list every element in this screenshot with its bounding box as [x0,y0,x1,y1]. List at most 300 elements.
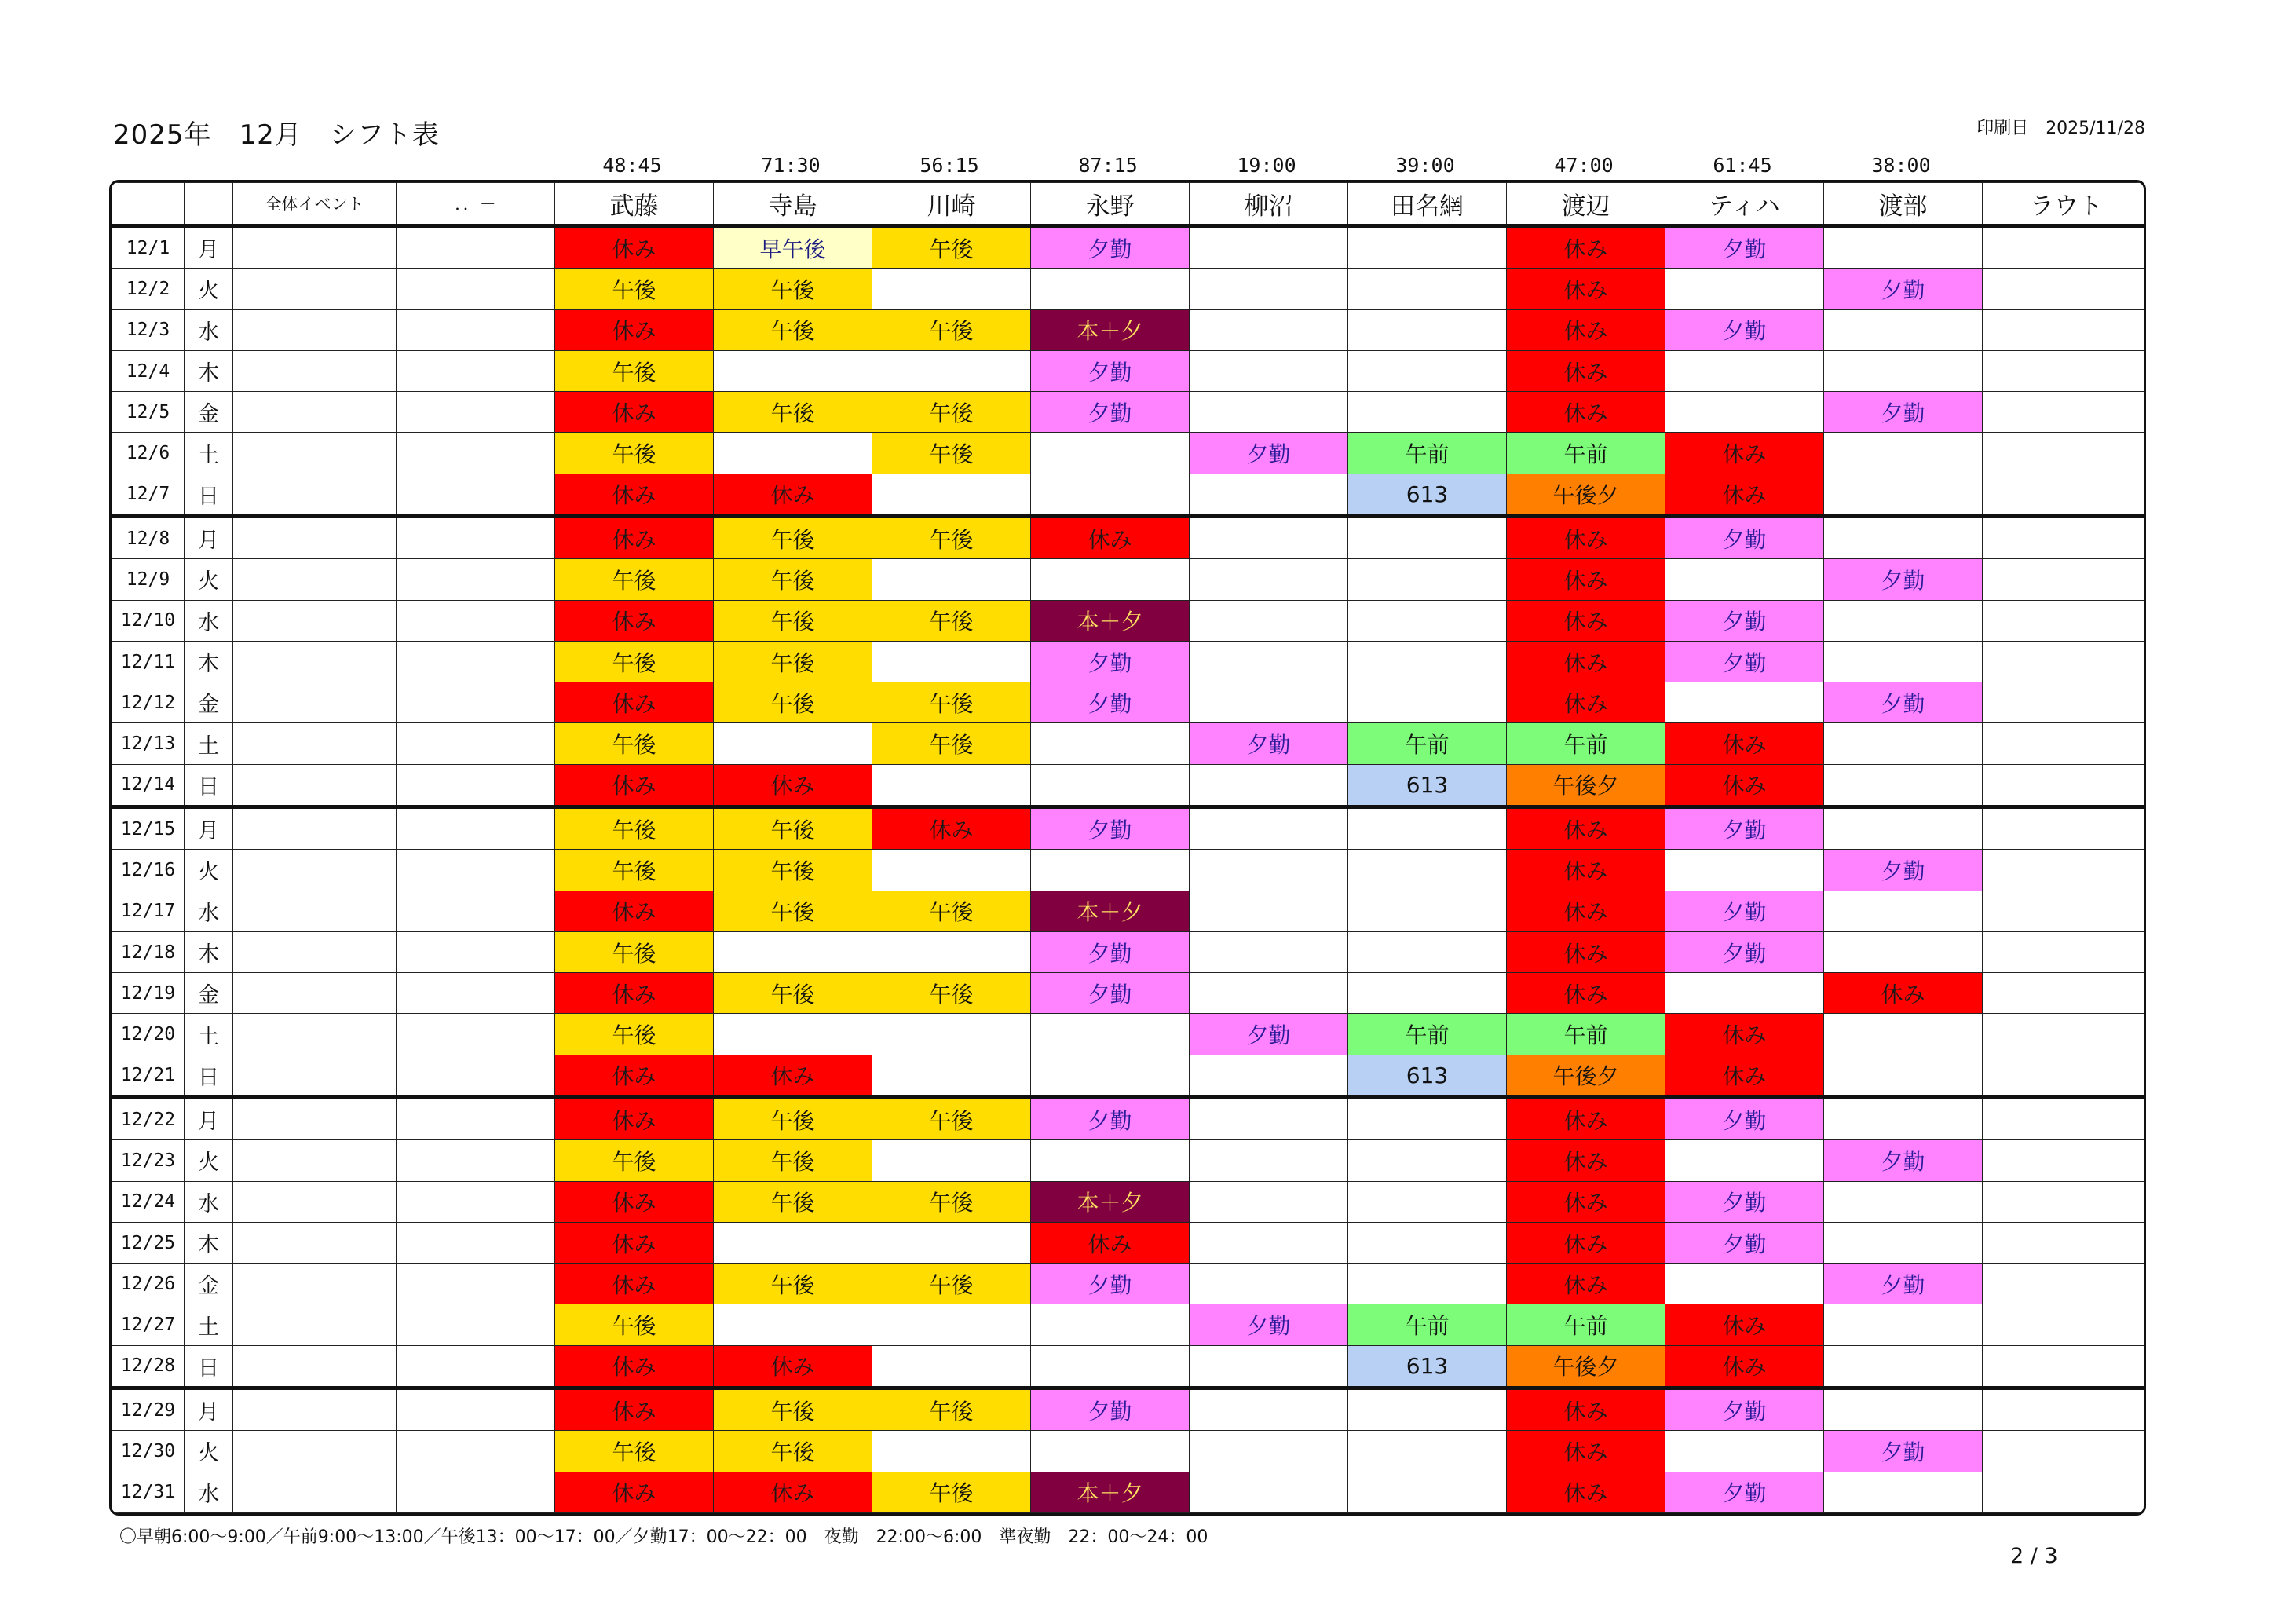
shift-cell [1983,1431,2147,1472]
shift-cell [1983,1014,2147,1055]
shift-cell [1665,682,1824,723]
shift-cell: 夕勤 [1190,1014,1348,1055]
table-row [112,269,2147,309]
dow-cell: 水 [185,891,233,931]
shift-cell: 本＋夕 [1031,1472,1190,1512]
table-row [112,1264,2147,1304]
table-row [112,517,2147,559]
table-row [112,392,2147,433]
shift-cell: 午後 [872,1181,1031,1222]
shift-cell: 午後 [872,1388,1031,1431]
shift-cell: 夕勤 [1031,392,1190,433]
table-row [112,1014,2147,1055]
shift-cell [872,1140,1031,1181]
event-cell [233,1304,397,1345]
staff-total: 39:00 [1395,154,1455,177]
shift-cell [1983,269,2147,309]
shift-cell [872,1014,1031,1055]
shift-cell: 夕勤 [1031,973,1190,1014]
shift-cell: 午後 [555,931,714,972]
event-cell [233,269,397,309]
shift-cell [1983,1304,2147,1345]
page-number: 2 / 3 [2010,1544,2058,1568]
dow-cell: 木 [185,931,233,972]
event-cell [233,1345,397,1388]
date-cell: 12/8 [112,517,185,559]
shift-cell [1031,850,1190,891]
shift-cell [1983,226,2147,269]
staff-total [1980,154,2139,177]
date-cell: 12/9 [112,559,185,600]
staff-header: ティハ [1665,183,1824,226]
event-cell [233,1222,397,1263]
shift-cell: 休み [1507,350,1665,391]
shift-cell: 休み [555,1472,714,1512]
shift-cell [1190,474,1348,516]
extra-cell [397,682,555,723]
shift-cell: 休み [555,764,714,807]
extra-cell [397,433,555,474]
shift-cell [1348,1181,1507,1222]
staff-total: 56:15 [919,154,979,177]
extra-cell [397,1431,555,1472]
dow-cell: 日 [185,474,233,516]
shift-cell: 休み [1031,517,1190,559]
shift-cell: 午後 [555,1014,714,1055]
shift-cell: 夕勤 [1824,1431,1983,1472]
shift-cell: 夕勤 [1665,891,1824,931]
table-row [112,641,2147,682]
event-cell [233,226,397,269]
shift-cell: 休み [1824,973,1983,1014]
shift-cell: 休み [1507,269,1665,309]
shift-cell [1190,517,1348,559]
date-cell: 12/25 [112,1222,185,1263]
shift-cell: 休み [555,682,714,723]
shift-cell [1983,1388,2147,1431]
shift-cell [1190,392,1348,433]
shift-cell [1983,891,2147,931]
print-date: 印刷日 2025/11/28 [1976,119,2145,138]
shift-cell: 本＋夕 [1031,600,1190,641]
shift-cell [1348,641,1507,682]
shift-cell [1190,1098,1348,1140]
event-cell [233,1055,397,1097]
shift-cell [1824,600,1983,641]
staff-total: 47:00 [1554,154,1614,177]
dow-cell: 月 [185,517,233,559]
shift-cell: 613 [1348,1345,1507,1388]
table-row [112,807,2147,850]
dow-cell: 木 [185,1222,233,1263]
shift-cell: 午前 [1348,723,1507,764]
extra-cell [397,723,555,764]
dow-cell: 金 [185,1264,233,1304]
event-cell [233,1181,397,1222]
shift-cell: 休み [555,1388,714,1431]
staff-total: 48:45 [602,154,662,177]
date-cell: 12/7 [112,474,185,516]
shift-cell [1348,269,1507,309]
shift-cell [1665,1264,1824,1304]
shift-cell [1348,891,1507,931]
shift-cell [1983,1140,2147,1181]
shift-cell: 夕勤 [1824,1264,1983,1304]
shift-cell: 休み [1665,723,1824,764]
shift-cell [1983,850,2147,891]
shift-cell: 休み [1507,931,1665,972]
shift-cell [1824,764,1983,807]
date-cell: 12/1 [112,226,185,269]
shift-cell: 休み [555,474,714,516]
event-cell [233,641,397,682]
dow-cell: 月 [185,807,233,850]
date-cell: 12/16 [112,850,185,891]
event-cell [233,1264,397,1304]
extra-cell [397,350,555,391]
shift-table [109,180,2146,1516]
shift-cell: 午後 [555,1304,714,1345]
table-row [112,226,2147,269]
event-cell [233,807,397,850]
shift-cell [1665,392,1824,433]
staff-total: 87:15 [1078,154,1138,177]
shift-cell [714,1014,872,1055]
shift-cell [1665,850,1824,891]
shift-cell [1983,1264,2147,1304]
shift-cell: 夕勤 [1824,1140,1983,1181]
shift-cell [1348,850,1507,891]
shift-cell: 休み [1507,973,1665,1014]
staff-header: 永野 [1031,183,1190,226]
shift-cell: 午後 [714,269,872,309]
shift-cell: 休み [1665,1014,1824,1055]
table-row [112,1222,2147,1263]
shift-cell: 休み [555,600,714,641]
shift-cell: 夕勤 [1031,350,1190,391]
shift-cell [1190,1388,1348,1431]
shift-cell: 午後 [714,559,872,600]
shift-cell: 午後 [714,1388,872,1431]
shift-cell: 午前 [1348,1014,1507,1055]
shift-cell: 夕勤 [1824,850,1983,891]
dow-cell: 日 [185,1345,233,1388]
shift-cell: 休み [555,1181,714,1222]
shift-cell: 休み [1507,1264,1665,1304]
date-cell: 12/22 [112,1098,185,1140]
shift-cell: 休み [555,973,714,1014]
table-row [112,1431,2147,1472]
shift-cell: 午後 [714,807,872,850]
shift-cell [1348,226,1507,269]
dow-cell: 月 [185,1098,233,1140]
event-cell [233,392,397,433]
shift-cell [1190,1181,1348,1222]
shift-cell: 夕勤 [1031,226,1190,269]
shift-cell: 休み [555,309,714,350]
shift-cell: 午後 [872,1264,1031,1304]
date-cell: 12/11 [112,641,185,682]
shift-cell: 午後 [714,850,872,891]
extra-cell [397,931,555,972]
shift-cell: 休み [714,1472,872,1512]
date-cell: 12/4 [112,350,185,391]
dow-cell: 火 [185,559,233,600]
shift-cell: 夕勤 [1190,1304,1348,1345]
shift-cell [1665,1140,1824,1181]
shift-cell [1348,1388,1507,1431]
shift-cell [1348,600,1507,641]
staff-header: 川崎 [872,183,1031,226]
event-cell [233,1140,397,1181]
shift-cell: 夕勤 [1190,723,1348,764]
date-cell: 12/2 [112,269,185,309]
shift-cell: 休み [1665,474,1824,516]
shift-cell [1824,1388,1983,1431]
shift-cell: 午後 [714,392,872,433]
extra-cell [397,517,555,559]
dow-cell: 金 [185,973,233,1014]
shift-cell [1190,1345,1348,1388]
shift-cell [1190,931,1348,972]
extra-cell [397,1055,555,1097]
shift-cell: 休み [1665,1345,1824,1388]
shift-cell [714,931,872,972]
shift-cell [1348,1098,1507,1140]
shift-cell: 夕勤 [1824,682,1983,723]
event-cell [233,1388,397,1431]
shift-cell [1190,682,1348,723]
table-row [112,1181,2147,1222]
shift-cell: 午後夕 [1507,764,1665,807]
dow-cell: 月 [185,226,233,269]
date-cell: 12/31 [112,1472,185,1512]
shift-cell [1665,1431,1824,1472]
shift-cell: 夕勤 [1665,931,1824,972]
shift-cell: 休み [1507,1472,1665,1512]
shift-cell: 613 [1348,474,1507,516]
shift-cell: 夕勤 [1665,226,1824,269]
shift-cell [714,1304,872,1345]
extra-cell [397,973,555,1014]
staff-header: 武藤 [555,183,714,226]
shift-cell: 夕勤 [1665,1472,1824,1512]
extra-cell [397,807,555,850]
shift-cell [1824,1222,1983,1263]
shift-cell: 午前 [1507,433,1665,474]
shift-cell [1824,517,1983,559]
date-cell: 12/10 [112,600,185,641]
table-row [112,1304,2147,1345]
shift-cell: 午後 [714,309,872,350]
shift-cell [872,474,1031,516]
staff-header: ラウト [1983,183,2147,226]
shift-cell [1031,1014,1190,1055]
shift-cell: 午後 [872,517,1031,559]
shift-cell: 午後 [872,309,1031,350]
event-cell [233,682,397,723]
shift-cell: 午後 [555,269,714,309]
shift-cell [1348,1140,1507,1181]
shift-cell [1190,269,1348,309]
event-cell [233,559,397,600]
shift-cell: 午後夕 [1507,1055,1665,1097]
date-cell: 12/30 [112,1431,185,1472]
shift-cell: 夕勤 [1665,641,1824,682]
shift-cell: 休み [555,1264,714,1304]
dow-cell: 金 [185,682,233,723]
event-cell [233,309,397,350]
shift-legend-note: 〇早朝6:00～9:00／午前9:00～13:00／午後13：00～17：00／夕勤17：00～22：00 夜勤 22:00～6:00 準夜勤 22：00～24：00 [119,1527,1208,1547]
shift-cell [1824,1345,1983,1388]
shift-cell: 休み [1507,517,1665,559]
shift-cell: 613 [1348,1055,1507,1097]
shift-cell [1665,269,1824,309]
shift-cell: 午後 [872,682,1031,723]
shift-cell: 午後 [872,226,1031,269]
dow-cell: 火 [185,269,233,309]
date-cell: 12/3 [112,309,185,350]
shift-cell [1031,269,1190,309]
extra-cell [397,764,555,807]
table-row [112,682,2147,723]
shift-cell: 午後 [714,1431,872,1472]
shift-cell: 休み [714,1055,872,1097]
shift-cell: 夕勤 [1031,1264,1190,1304]
dow-cell: 水 [185,309,233,350]
table-row [112,931,2147,972]
shift-cell: 夕勤 [1824,269,1983,309]
staff-hour-totals [553,154,2139,177]
staff-total: 38:00 [1871,154,1931,177]
shift-cell [1824,1055,1983,1097]
dow-cell: 土 [185,1304,233,1345]
shift-cell [1983,807,2147,850]
shift-cell: 午後夕 [1507,1345,1665,1388]
shift-cell: 午前 [1507,1304,1665,1345]
shift-cell: 夕勤 [1031,1098,1190,1140]
header-row [112,183,2147,226]
event-header: 全体イベント [233,183,397,226]
date-cell: 12/14 [112,764,185,807]
shift-cell [714,723,872,764]
shift-cell: 午後 [872,723,1031,764]
event-cell [233,600,397,641]
shift-cell [1983,392,2147,433]
staff-total: 19:00 [1237,154,1296,177]
shift-cell [714,433,872,474]
extra-cell [397,1388,555,1431]
shift-cell [1190,226,1348,269]
shift-cell [1824,350,1983,391]
shift-cell: 休み [714,1345,872,1388]
shift-cell [1348,1222,1507,1263]
shift-cell: 午後 [714,1098,872,1140]
dow-cell: 日 [185,764,233,807]
shift-cell: 午後 [872,392,1031,433]
shift-cell: 休み [872,807,1031,850]
date-cell: 12/5 [112,392,185,433]
shift-cell [1983,517,2147,559]
dow-cell: 火 [185,850,233,891]
table-row [112,350,2147,391]
shift-cell [872,1345,1031,1388]
shift-cell: 休み [1507,641,1665,682]
extra-cell [397,1098,555,1140]
shift-cell [1348,309,1507,350]
shift-cell: 夕勤 [1031,682,1190,723]
shift-cell [1983,641,2147,682]
table-row [112,1098,2147,1140]
extra-cell [397,1264,555,1304]
dow-cell: 火 [185,1431,233,1472]
shift-cell: 休み [555,517,714,559]
date-cell: 12/18 [112,931,185,972]
shift-cell [1983,350,2147,391]
shift-cell [1348,1431,1507,1472]
dow-cell: 月 [185,1388,233,1431]
shift-cell: 午後 [714,600,872,641]
shift-cell [1031,559,1190,600]
shift-cell [1983,973,2147,1014]
shift-cell: 午前 [1507,1014,1665,1055]
shift-cell: 夕勤 [1665,600,1824,641]
shift-cell [1031,1345,1190,1388]
shift-cell: 午後 [714,641,872,682]
staff-header: 柳沼 [1190,183,1348,226]
shift-cell: 夕勤 [1665,517,1824,559]
table-row [112,973,2147,1014]
shift-cell [1824,226,1983,269]
shift-cell: 午後 [555,433,714,474]
extra-cell [397,850,555,891]
shift-cell [1983,682,2147,723]
table-row [112,474,2147,516]
extra-cell [397,309,555,350]
event-cell [233,1014,397,1055]
table-row [112,433,2147,474]
shift-cell [1190,764,1348,807]
shift-cell [872,1304,1031,1345]
shift-cell: 休み [1507,1388,1665,1431]
shift-cell [1190,1055,1348,1097]
staff-header: 寺島 [714,183,872,226]
shift-cell: 休み [1665,1304,1824,1345]
shift-cell [1190,1140,1348,1181]
date-cell: 12/15 [112,807,185,850]
shift-cell [1824,1181,1983,1222]
shift-cell: 休み [1507,1222,1665,1263]
table-row [112,1345,2147,1388]
event-cell [233,517,397,559]
event-cell [233,723,397,764]
shift-cell [1665,559,1824,600]
shift-cell [1190,350,1348,391]
shift-cell [1824,931,1983,972]
dow-cell: 水 [185,1181,233,1222]
event-cell [233,973,397,1014]
date-cell: 12/28 [112,1345,185,1388]
shift-cell [872,1055,1031,1097]
event-cell [233,931,397,972]
event-cell [233,1472,397,1512]
shift-cell: 午後 [714,1181,872,1222]
shift-cell: 午後 [555,850,714,891]
shift-cell [1824,1014,1983,1055]
shift-cell: 夕勤 [1031,807,1190,850]
shift-cell: 休み [1507,682,1665,723]
table-row [112,891,2147,931]
